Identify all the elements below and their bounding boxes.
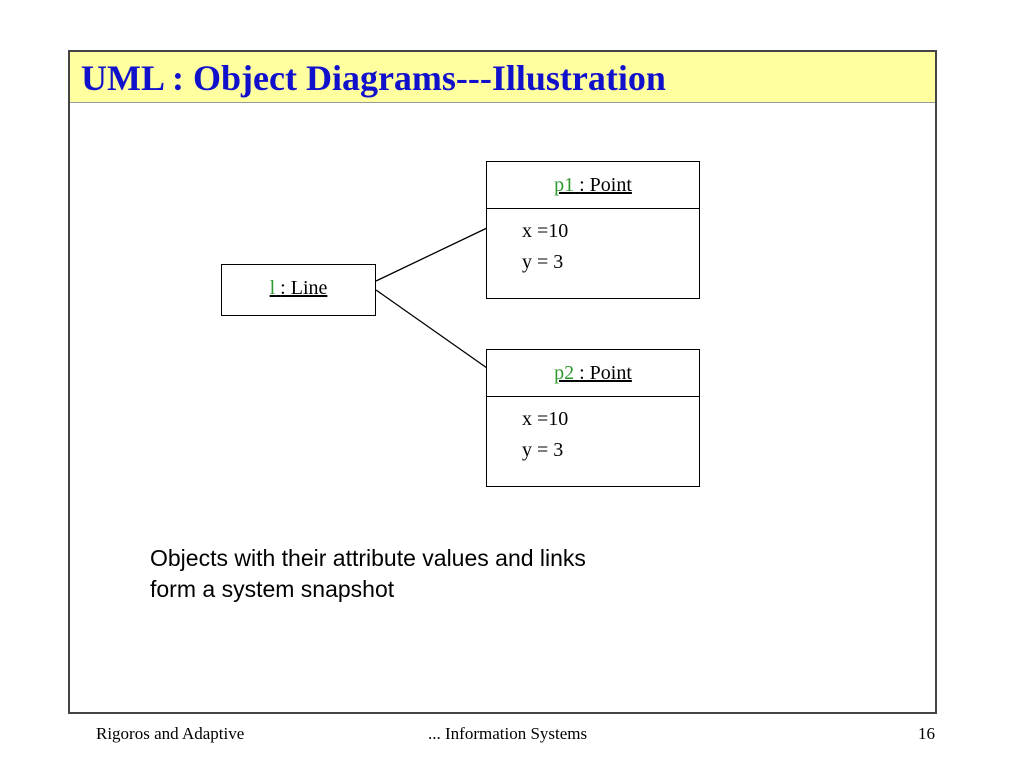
object-p2-attr-x: x =10 [522,408,569,430]
object-p1 [486,161,700,299]
slide-title: UML : Object Diagrams---Illustration [81,58,666,98]
caption-line-2: form a system snapshot [150,576,395,602]
object-p2-attr-y: y = 3 [522,439,564,461]
footer-left: Rigoros and Adaptive [96,724,245,743]
object-p2-header [487,361,699,385]
object-p2-type: : Point [579,362,632,384]
object-p1-name: p1 [554,174,575,196]
object-p1-attr-y: y = 3 [522,251,564,273]
footer-center: ... Information Systems [428,724,588,743]
object-p1-divider [487,208,699,209]
object-p2-name: p2 [554,362,575,384]
link-line-to-p2 [376,290,487,368]
slide-caption [150,543,750,605]
object-p1-type: : Point [579,174,632,196]
object-p2 [486,349,700,487]
page-number: 16 [918,724,935,743]
object-p1-attr-x: x =10 [522,220,569,242]
object-line [221,264,376,316]
object-line-header [222,276,375,300]
object-line-name: l [269,277,276,299]
object-p2-divider [487,396,699,397]
caption-line-1: Objects with their attribute values and links [150,545,586,571]
object-p1-header [487,173,699,197]
link-line-to-p1 [376,228,487,281]
object-line-type: : Line [280,277,328,299]
